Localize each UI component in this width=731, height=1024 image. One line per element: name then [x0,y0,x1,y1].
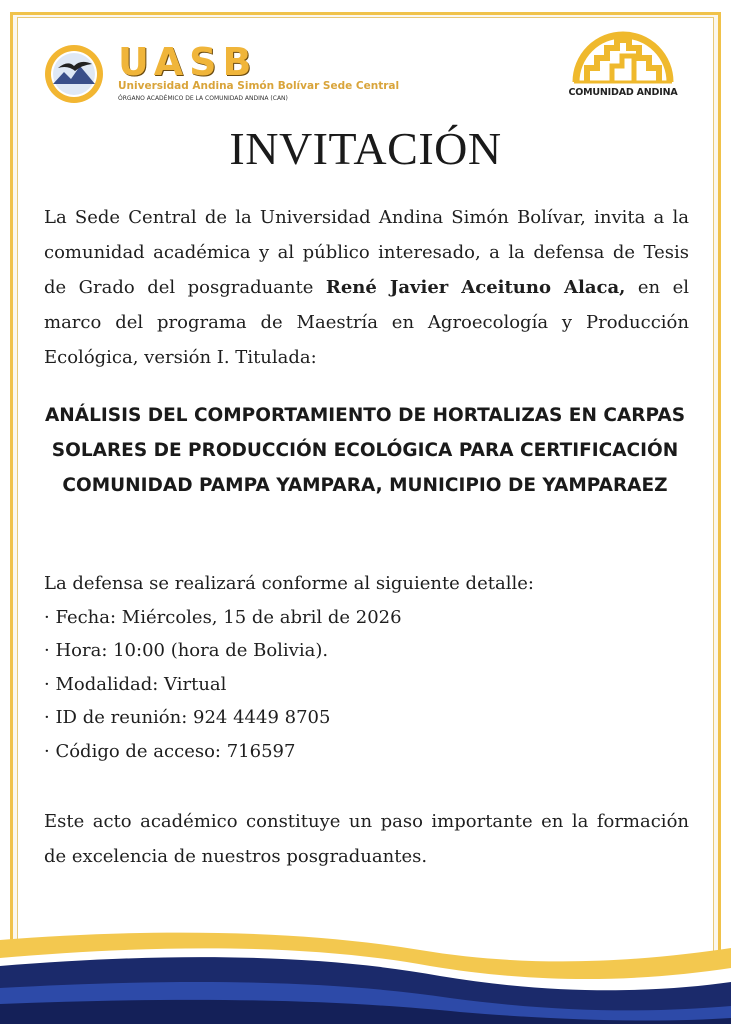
thesis-title: ANÁLISIS DEL COMPORTAMIENTO DE HORTALIZAS EN CARPAS SOLARES DE PRODUCCIÓN ECOLÓGICA PARA CERTIFICACIÓN COMUNIDAD PAMPA YAMPARA, MUNICIPIO DE YAMPARAEZ [44,405,686,496]
uasb-wordmark: UASB [118,40,258,84]
intro-paragraph [44,200,689,375]
detail-access-code: · Código de acceso: 716597 [44,740,296,762]
graduate-name: René Javier Aceituno Alaca, [325,277,626,298]
comunidad-andina-emblem-icon [560,24,686,86]
defense-details [44,567,689,768]
uasb-logo [44,40,400,106]
uasb-seal-icon [44,44,104,104]
uasb-subtitle: Universidad Andina Simón Bolívar Sede Central [118,80,400,92]
details-lead: La defensa se realizará conforme al siguiente detalle: [44,573,534,594]
closing-paragraph: Este acto académico constituye un paso importante en la formación de excelencia de nuestros posgraduantes. [44,811,689,867]
intro-text-1: La Sede Central de la Universidad Andina Simón Bolívar, invita a la comunidad académica y al público interesado, a la defensa de Tesis de Grado del posgraduante [44,207,689,298]
detail-meeting-id: · ID de reunión: 924 4449 8705 [44,707,331,728]
footer-waves [0,900,731,1024]
page-title: INVITACIÓN [229,123,502,174]
uasb-subtitle-can: ÓRGANO ACADÉMICO DE LA COMUNIDAD ANDINA (CAN) [118,95,288,102]
comunidad-andina-label: COMUNIDAD ANDINA [568,87,678,98]
detail-time: · Hora: 10:00 (hora de Bolivia). [44,640,329,661]
detail-modality: · Modalidad: Virtual [44,673,227,695]
intro-text-2: en el marco del programa de Maestría en Agroecología y Producción Ecológica, versión I. Titulada: [44,277,689,368]
detail-date: · Fecha: Miércoles, 15 de abril de 2026 [44,606,402,628]
comunidad-andina-logo [560,24,686,104]
